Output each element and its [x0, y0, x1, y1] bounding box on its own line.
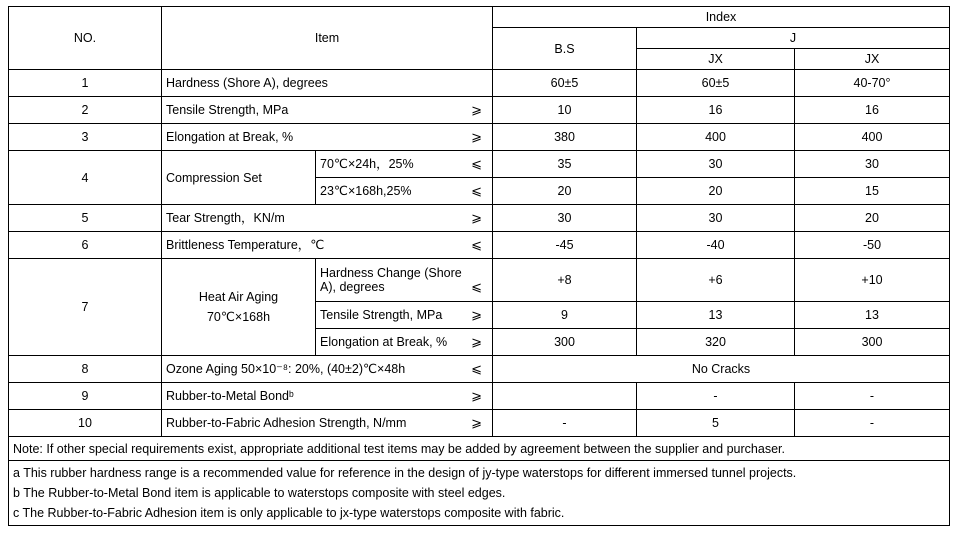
value-jx2: -50: [795, 232, 950, 259]
row-no: 2: [9, 97, 162, 124]
row-item: Tensile Strength, MPa ⩾: [162, 97, 493, 124]
ge-symbol: ⩾: [471, 307, 482, 322]
value-jx2: 16: [795, 97, 950, 124]
le-symbol: ⩽: [471, 156, 482, 171]
row-no: 10: [9, 410, 162, 437]
table-row: [9, 383, 950, 410]
value-bs: -: [493, 410, 637, 437]
ge-symbol: ⩾: [471, 102, 482, 117]
footnote-b: b The Rubber-to-Metal Bond item is applicable to waterstops composite with steel edges.: [13, 486, 506, 500]
row-item: Rubber-to-Fabric Adhesion Strength, N/mm ⩾: [162, 410, 493, 437]
value-bs: +8: [493, 259, 637, 302]
value-bs: 20: [493, 178, 637, 205]
value-bs: 30: [493, 205, 637, 232]
footnote-c: c The Rubber-to-Fabric Adhesion item is only applicable to jx-type waterstops composite with fabric.: [13, 506, 565, 520]
header-index: Index: [493, 7, 950, 28]
value-jx1: 320: [637, 329, 795, 356]
row-no: 1: [9, 70, 162, 97]
value-bs: 60±5: [493, 70, 637, 97]
row-item: Elongation at Break, % ⩾: [162, 124, 493, 151]
le-symbol: ⩽: [471, 183, 482, 198]
footnote-row: [9, 461, 950, 526]
table-row: [9, 151, 950, 178]
row-no: 7: [9, 259, 162, 356]
value-jx1: 30: [637, 205, 795, 232]
specification-table: [8, 6, 950, 526]
row-no: 8: [9, 356, 162, 383]
value-jx2: 300: [795, 329, 950, 356]
table-row: [9, 124, 950, 151]
footnote-a: a This rubber hardness range is a recommended value for reference in the design of jy-type waterstops for different immersed tunnel projects.: [13, 466, 797, 480]
table-row: [9, 232, 950, 259]
value-jx2: 30: [795, 151, 950, 178]
row-no: 9: [9, 383, 162, 410]
value-bs: 10: [493, 97, 637, 124]
row-item: Compression Set: [162, 151, 316, 205]
row-item: Brittleness Temperature，℃ ⩽: [162, 232, 493, 259]
table-row: [9, 205, 950, 232]
value-jx1: -40: [637, 232, 795, 259]
header-bs: B.S: [493, 28, 637, 70]
header-jx-1: JX: [637, 49, 795, 70]
table-row: [9, 410, 950, 437]
value-jx2: 20: [795, 205, 950, 232]
row-condition: 23℃×168h,25% ⩽: [316, 178, 493, 205]
header-no: NO.: [9, 7, 162, 70]
row-no: 4: [9, 151, 162, 205]
ge-symbol: ⩾: [471, 210, 482, 225]
le-symbol: ⩽: [471, 279, 482, 294]
value-jx2: 13: [795, 302, 950, 329]
row-condition: Tensile Strength, MPa ⩾: [316, 302, 493, 329]
header-item: Item: [162, 7, 493, 70]
note-row: [9, 437, 950, 461]
le-symbol: ⩽: [471, 361, 482, 376]
row-condition: 70℃×24h，25% ⩽: [316, 151, 493, 178]
ge-symbol: ⩾: [471, 129, 482, 144]
row-item: Rubber-to-Metal Bondᵇ ⩾: [162, 383, 493, 410]
value-jx1: -: [637, 383, 795, 410]
table-row: [9, 356, 950, 383]
value-bs: [493, 383, 637, 410]
note-text: Note: If other special requirements exist, appropriate additional test items may be added by agreement between the supplier and purchaser.: [9, 437, 950, 461]
value-jx1: 5: [637, 410, 795, 437]
row-no: 3: [9, 124, 162, 151]
value-jx1: 400: [637, 124, 795, 151]
value-jx1: 13: [637, 302, 795, 329]
header-jx-2: JX: [795, 49, 950, 70]
row-item: Hardness (Shore A), degrees: [162, 70, 493, 97]
value-jx1: 60±5: [637, 70, 795, 97]
table-row: [9, 97, 950, 124]
row-condition: Elongation at Break, % ⩾: [316, 329, 493, 356]
le-symbol: ⩽: [471, 237, 482, 252]
value-jx2: -: [795, 410, 950, 437]
value-bs: 35: [493, 151, 637, 178]
ge-symbol: ⩾: [471, 334, 482, 349]
value-jx2: 400: [795, 124, 950, 151]
table-row: [9, 259, 950, 302]
row-no: 6: [9, 232, 162, 259]
value-jx2: -: [795, 383, 950, 410]
value-jx2: 15: [795, 178, 950, 205]
row-item: Heat Air Aging 70℃×168h: [162, 259, 316, 356]
row-no: 5: [9, 205, 162, 232]
value-jx1: 20: [637, 178, 795, 205]
value-bs: 380: [493, 124, 637, 151]
value-jx2: +10: [795, 259, 950, 302]
value-bs: -45: [493, 232, 637, 259]
row-condition: Hardness Change (Shore A), degrees ⩽: [316, 259, 493, 302]
value-jx1: 30: [637, 151, 795, 178]
ge-symbol: ⩾: [471, 388, 482, 403]
ge-symbol: ⩾: [471, 415, 482, 430]
value-merged: No Cracks: [493, 356, 950, 383]
value-jx1: +6: [637, 259, 795, 302]
value-jx1: 16: [637, 97, 795, 124]
value-bs: 300: [493, 329, 637, 356]
value-bs: 9: [493, 302, 637, 329]
row-item: Ozone Aging 50×10⁻⁸: 20%, (40±2)℃×48h ⩽: [162, 356, 493, 383]
footnotes: [9, 461, 950, 526]
value-jx2: 40-70°: [795, 70, 950, 97]
header-j: J: [637, 28, 950, 49]
table-row: [9, 70, 950, 97]
row-item: Tear Strength，KN/m ⩾: [162, 205, 493, 232]
